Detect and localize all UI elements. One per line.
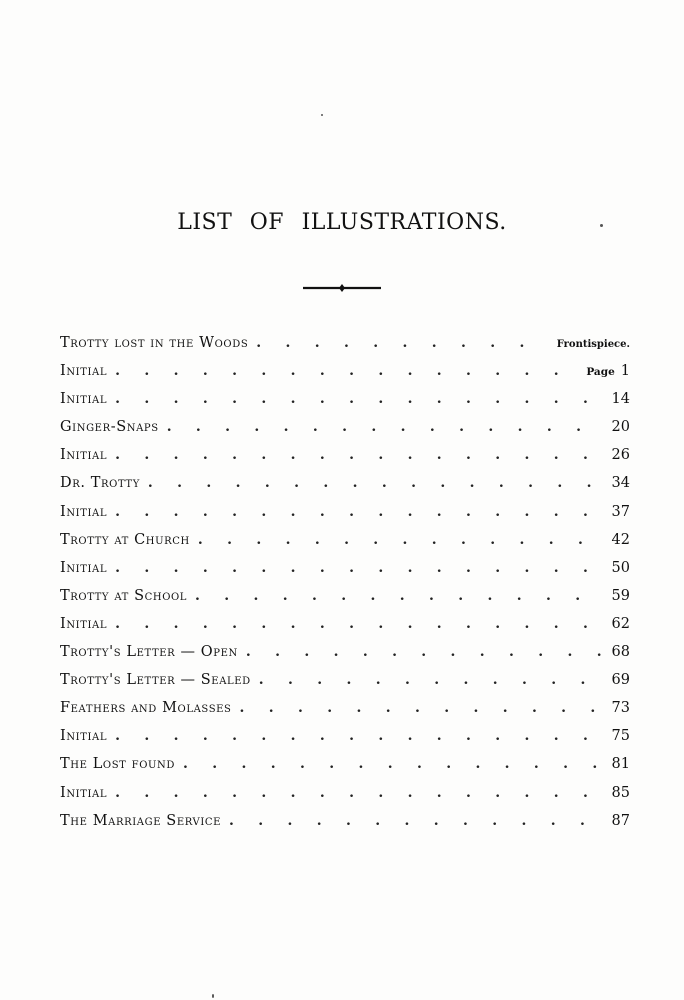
dot-leader xyxy=(198,532,604,548)
illustrations-list xyxy=(60,335,630,841)
list-item xyxy=(60,756,630,784)
entry-title: Ginger-Snaps xyxy=(60,419,159,436)
dot-leader xyxy=(195,588,604,604)
entry-title: Trotty's Letter — Sealed xyxy=(60,672,251,689)
entry-title: Trotty at School xyxy=(60,587,188,604)
list-item xyxy=(60,700,630,728)
entry-page: 59 xyxy=(611,587,630,604)
page-prefix: Page xyxy=(586,366,615,379)
entry-title: Initial xyxy=(60,728,108,745)
entry-page: 81 xyxy=(611,756,630,773)
entry-title: Dr. Trotty xyxy=(60,475,140,492)
list-item xyxy=(60,391,630,419)
entry-title: The Marriage Service xyxy=(60,812,222,829)
dot-leader xyxy=(259,672,604,688)
dot-leader xyxy=(115,447,603,463)
dot-leader xyxy=(115,504,603,520)
print-speck xyxy=(212,994,214,998)
list-item xyxy=(60,419,630,447)
entry-title: Initial xyxy=(60,503,108,520)
page-title: LIST OF ILLUSTRATIONS. xyxy=(177,210,507,235)
list-item xyxy=(60,560,630,588)
list-item xyxy=(60,644,630,672)
entry-title: Feathers and Molasses xyxy=(60,700,232,717)
list-item xyxy=(60,672,630,700)
entry-page: 73 xyxy=(611,700,630,717)
entry-page-group xyxy=(586,363,630,379)
list-item xyxy=(60,447,630,475)
entry-title: Trotty lost in the Woods xyxy=(60,335,249,351)
dot-leader xyxy=(115,616,603,632)
dot-leader xyxy=(115,363,578,379)
dot-leader xyxy=(115,785,603,801)
entry-page: 14 xyxy=(611,391,630,408)
entry-title: Initial xyxy=(60,784,108,801)
entry-page: Frontispiece. xyxy=(556,339,630,350)
entry-page: 20 xyxy=(611,419,630,436)
entry-page: 69 xyxy=(611,672,630,689)
print-speck xyxy=(600,224,603,227)
entry-page: 34 xyxy=(611,475,630,492)
dot-leader xyxy=(148,475,604,491)
entry-page: 75 xyxy=(611,728,630,745)
entry-page: 50 xyxy=(611,559,630,576)
entry-page: 62 xyxy=(611,615,630,632)
title-rule-ornament xyxy=(303,281,381,295)
entry-title: The Lost found xyxy=(60,756,175,773)
dot-leader xyxy=(183,756,604,772)
list-item xyxy=(60,785,630,813)
list-item xyxy=(60,616,630,644)
entry-title: Trotty at Church xyxy=(60,531,190,548)
dot-leader xyxy=(115,560,603,576)
list-item xyxy=(60,335,630,363)
dot-leader xyxy=(229,813,604,829)
entry-page: 85 xyxy=(611,784,630,801)
list-item xyxy=(60,363,630,391)
list-item xyxy=(60,813,630,841)
print-speck xyxy=(321,114,323,116)
list-item xyxy=(60,588,630,616)
entry-title: Initial xyxy=(60,559,108,576)
entry-title: Initial xyxy=(60,615,108,632)
entry-page: 1 xyxy=(620,363,630,380)
entry-page: 37 xyxy=(611,503,630,520)
entry-page: 26 xyxy=(611,447,630,464)
dot-leader xyxy=(115,391,603,407)
dot-leader xyxy=(115,728,603,744)
entry-title: Initial xyxy=(60,391,108,408)
list-item xyxy=(60,475,630,503)
entry-page: 87 xyxy=(611,812,630,829)
dot-leader xyxy=(246,644,604,660)
entry-page: 68 xyxy=(611,644,630,661)
entry-page: 42 xyxy=(611,531,630,548)
list-item xyxy=(60,728,630,756)
dot-leader xyxy=(256,335,548,351)
dot-leader xyxy=(167,419,604,435)
entry-title: Trotty's Letter — Open xyxy=(60,644,238,661)
entry-title: Initial xyxy=(60,447,108,464)
entry-title: Initial xyxy=(60,363,108,380)
list-item xyxy=(60,532,630,560)
list-item xyxy=(60,504,630,532)
dot-leader xyxy=(240,700,604,716)
